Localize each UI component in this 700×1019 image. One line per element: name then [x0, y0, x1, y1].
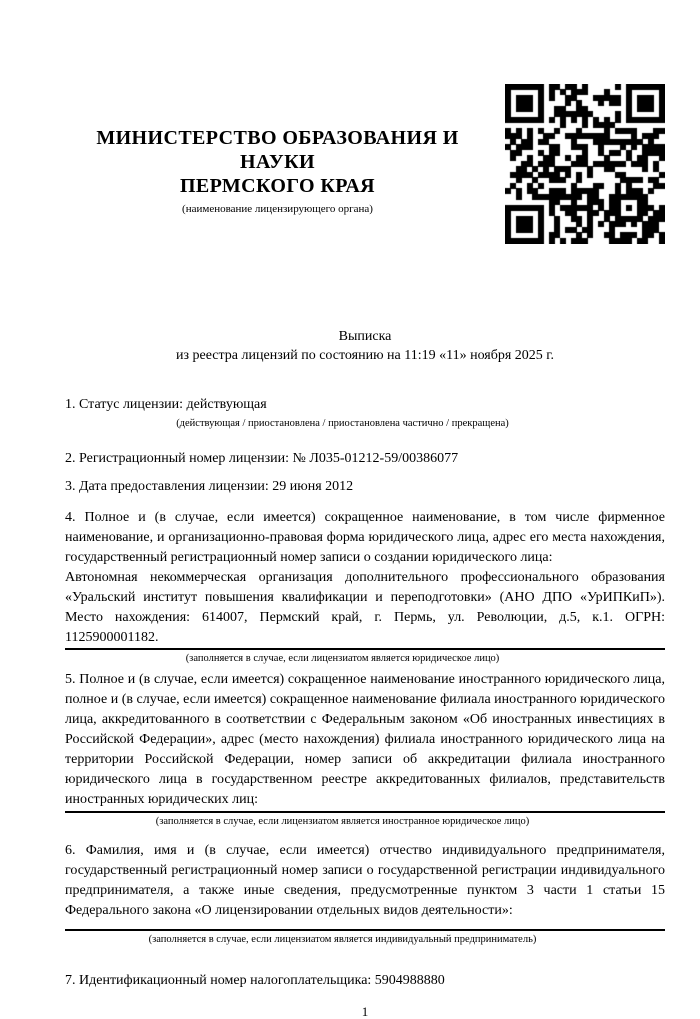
issuing-authority-header	[65, 0, 490, 217]
item-foreign-entity-label: 5. Полное и (в случае, если имеется) сокращенное наименование иностранного юридического лица, полное и (в случае, если имеется) сокращенное наименование филиала иностранного юридического лица, аккредитованного в соответствии с Федеральным законом «Об иностранных инвестициях в Российской Федерации», адрес (место нахождения) филиала иностранного юридического лица на территории Российской Федерации, номер записи об аккредитации филиала иностранного юридического лица в государственном реестре аккредитованных филиалов, представительств иностранных юридических лиц:	[65, 672, 665, 807]
item-registration-number: 2. Регистрационный номер лицензии: № Л035-01212-59/00386077	[65, 451, 459, 466]
item-entrepreneur-label: 6. Фамилия, имя и (в случае, если имеется) отчество индивидуального предпринимателя, государственный регистрационный номер записи о государственной регистрации индивидуального предпринимателя, а также иные сведения, предусмотренные пунктом 3 части 1 статьи 15 Федерального закона «О лицензировании отдельных видов деятельности»:	[65, 843, 665, 918]
page-number: 1	[361, 1004, 369, 1019]
legal-entity-fill-line	[65, 648, 665, 650]
license-status-options-caption: (действующая / приостановлена / приостановлена частично / прекращена)	[176, 418, 509, 429]
item-legal-entity-label: 4. Полное и (в случае, если имеется) сокращенное наименование, в том числе фирменное наименование, и организационно-правовая форма юридического лица, адрес его места нахождения, государственный регистрационный номер записи о создании юридического лица:	[65, 510, 665, 565]
qr-code	[505, 84, 665, 244]
item-legal-entity-value: Автономная некоммерческая организация дополнительного профессионального образования «Уральский институт повышения квалификации и переподготовки» (АНО ДПО «УрИПКиП»). Место нахождения: 614007, Пермский край, г. Пермь, ул. Революции, д.5, к.1. ОГРН: 1125900001182.	[65, 570, 665, 645]
document-title-line1: Выписка	[338, 329, 392, 344]
entrepreneur-caption: (заполняется в случае, если лицензиатом является индивидуальный предприниматель)	[148, 934, 537, 945]
foreign-entity-fill-line	[65, 811, 665, 813]
entrepreneur-fill-line	[65, 929, 665, 931]
document-title-line2: из реестра лицензий по состоянию на 11:19 «11» ноября 2025 г.	[176, 348, 554, 363]
issuing-authority-caption: (наименование лицензирующего органа)	[182, 203, 373, 215]
item-license-status: 1. Статус лицензии: действующая	[65, 397, 267, 412]
foreign-entity-caption: (заполняется в случае, если лицензиатом является иностранное юридическое лицо)	[155, 816, 530, 827]
ministry-name-line2: ПЕРМСКОГО КРАЯ	[179, 175, 376, 197]
document-title	[65, 327, 665, 365]
legal-entity-caption: (заполняется в случае, если лицензиатом является юридическое лицо)	[185, 653, 500, 664]
ministry-name-line1: МИНИСТЕРСТВО ОБРАЗОВАНИЯ И НАУКИ	[96, 127, 459, 173]
item-license-grant-date: 3. Дата предоставления лицензии: 29 июня 2012	[65, 479, 354, 494]
item-taxpayer-number: 7. Идентификационный номер налогоплательщика: 5904988880	[65, 973, 445, 988]
